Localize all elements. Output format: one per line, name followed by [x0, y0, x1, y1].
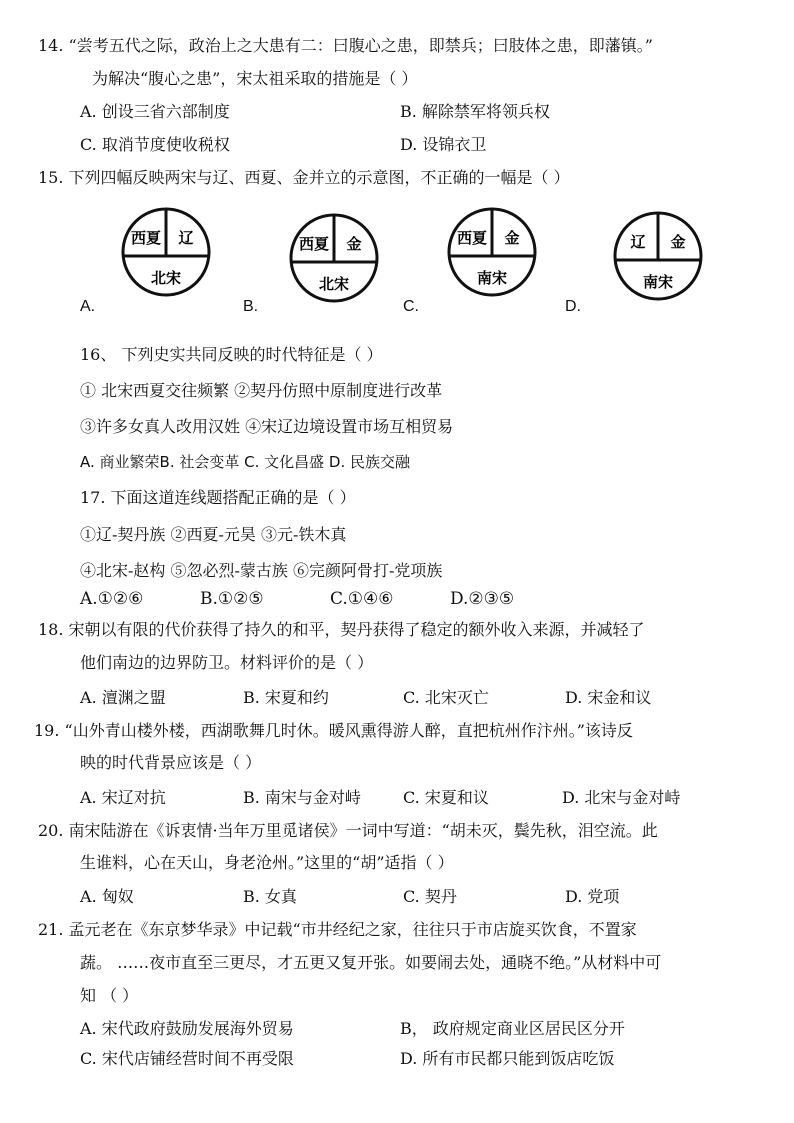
q15-c-bottom: 南宋: [476, 269, 508, 287]
q14-option-d[interactable]: D. 设锦衣卫: [400, 135, 487, 154]
q21-stem-line-3: 知 （ ）: [80, 986, 139, 1005]
q15-b-bottom: 北宋: [318, 275, 350, 293]
q17-option-c[interactable]: C.①④⑥: [330, 589, 394, 609]
q14-option-b[interactable]: B. 解除禁军将领兵权: [400, 102, 550, 121]
q18-stem-line-1: 18. 宋朝以有限的代价获得了持久的和平，契丹获得了稳定的额外收入来源，并减轻了: [38, 620, 645, 639]
q15-c-left: 西夏: [456, 229, 488, 247]
q18-option-b[interactable]: B. 宋夏和约: [243, 688, 329, 707]
q15-a-bottom: 北宋: [150, 269, 182, 287]
q18-stem-line-2: 他们南边的边界防卫。材料评价的是（ ）: [80, 653, 374, 672]
q14-option-c[interactable]: C. 取消节度使收税权: [80, 135, 230, 154]
q19-option-c[interactable]: C. 宋夏和议: [403, 788, 489, 807]
q15-diagram-b: [288, 212, 380, 304]
q20-stem-line-2: 生谁料，心在天山，身老沧州。”这里的“胡”适指（ ）: [80, 853, 454, 872]
q16-item-line-2: ③许多女真人改用汉姓 ④宋辽边境设置市场互相贸易: [80, 417, 454, 436]
q17-option-a[interactable]: A.①②⑥: [80, 589, 144, 609]
q21-option-a[interactable]: A. 宋代政府鼓励发展海外贸易: [80, 1019, 294, 1038]
q15-b-right: 金: [346, 235, 362, 253]
q20-option-c[interactable]: C. 契丹: [403, 887, 457, 906]
q14-stem-line-2: 为解决“腹心之患”，宋太祖采取的措施是（ ）: [92, 69, 418, 88]
q20-option-a[interactable]: A. 匈奴: [80, 887, 134, 906]
q21-stem-line-1: 21. 孟元老在《东京梦华录》中记载“市井经纪之家，往往只于市店旋买饮食，不置家: [38, 920, 637, 939]
q17-stem: 17. 下面这道连线题搭配正确的是（ ）: [80, 488, 356, 507]
q16-item-line-1: ① 北宋西夏交往频繁 ②契丹仿照中原制度进行改革: [80, 381, 443, 400]
q16-options[interactable]: A. 商业繁荣B. 社会变革 C. 文化昌盛 D. 民族交融: [80, 453, 410, 471]
q15-option-a[interactable]: A.: [80, 298, 96, 315]
q15-option-b[interactable]: B.: [243, 298, 259, 315]
q18-option-a[interactable]: A. 澶渊之盟: [80, 688, 166, 707]
q15-a-right: 辽: [178, 229, 194, 247]
q21-option-c[interactable]: C. 宋代店铺经营时间不再受限: [80, 1049, 294, 1068]
q15-d-right: 金: [670, 233, 686, 251]
q19-option-a[interactable]: A. 宋辽对抗: [80, 788, 166, 807]
q18-option-c[interactable]: C. 北宋灭亡: [403, 688, 489, 707]
q15-diagram-a: [120, 206, 212, 298]
q15-a-left: 西夏: [130, 229, 162, 247]
q20-stem-line-1: 20. 南宋陆游在《诉衷情·当年万里觅诸侯》一词中写道：“胡未灭，鬓先秋，泪空流。此: [38, 821, 658, 840]
q18-option-d[interactable]: D. 宋金和议: [565, 688, 652, 707]
q20-option-d[interactable]: D. 党项: [565, 887, 620, 906]
q15-diagram-d: [612, 210, 704, 302]
q15-d-left: 辽: [630, 233, 646, 251]
q21-stem-line-2: 蔬。 ……夜市直至三更尽，才五更又复开张。如要闹去处，通晓不绝。”从材料中可: [80, 953, 662, 972]
q17-option-b[interactable]: B.①②⑤: [200, 589, 264, 609]
q19-option-b[interactable]: B. 南宋与金对峙: [243, 788, 361, 807]
q19-stem-line-1: 19. “山外青山楼外楼，西湖歌舞几时休。暖风熏得游人醉，直把杭州作汴州。”该诗反: [34, 721, 633, 740]
q14-stem-line-1: 14. “尝考五代之际，政治上之大患有二：曰腹心之患，即禁兵；曰肢体之患，即藩镇。”: [38, 36, 653, 55]
q19-option-d[interactable]: D. 北宋与金对峙: [562, 788, 681, 807]
q15-b-left: 西夏: [298, 235, 330, 253]
q20-option-b[interactable]: B. 女真: [243, 887, 297, 906]
q15-stem: 15. 下列四幅反映两宋与辽、西夏、金并立的示意图，不正确的一幅是（ ）: [38, 168, 570, 187]
q15-option-c[interactable]: C.: [403, 298, 419, 315]
q19-stem-line-2: 映的时代背景应该是（ ）: [80, 753, 262, 772]
q21-option-d[interactable]: D. 所有市民都只能到饭店吃饭: [400, 1049, 615, 1068]
q16-stem: 16、 下列史实共同反映的时代特征是（ ）: [80, 345, 383, 364]
q14-option-a[interactable]: A. 创设三省六部制度: [80, 102, 230, 121]
q17-pairs-line-2: ④北宋-赵构 ⑤忽必烈-蒙古族 ⑥完颜阿骨打-党项族: [80, 561, 443, 580]
q17-option-d[interactable]: D.②③⑤: [450, 589, 515, 609]
q15-d-bottom: 南宋: [642, 273, 674, 291]
q21-option-b[interactable]: B， 政府规定商业区居民区分开: [400, 1019, 625, 1038]
q15-option-d[interactable]: D.: [565, 298, 581, 315]
q15-c-right: 金: [504, 229, 520, 247]
q17-pairs-line-1: ①辽-契丹族 ②西夏-元昊 ③元-铁木真: [80, 525, 347, 544]
q15-diagram-c: [446, 206, 538, 298]
